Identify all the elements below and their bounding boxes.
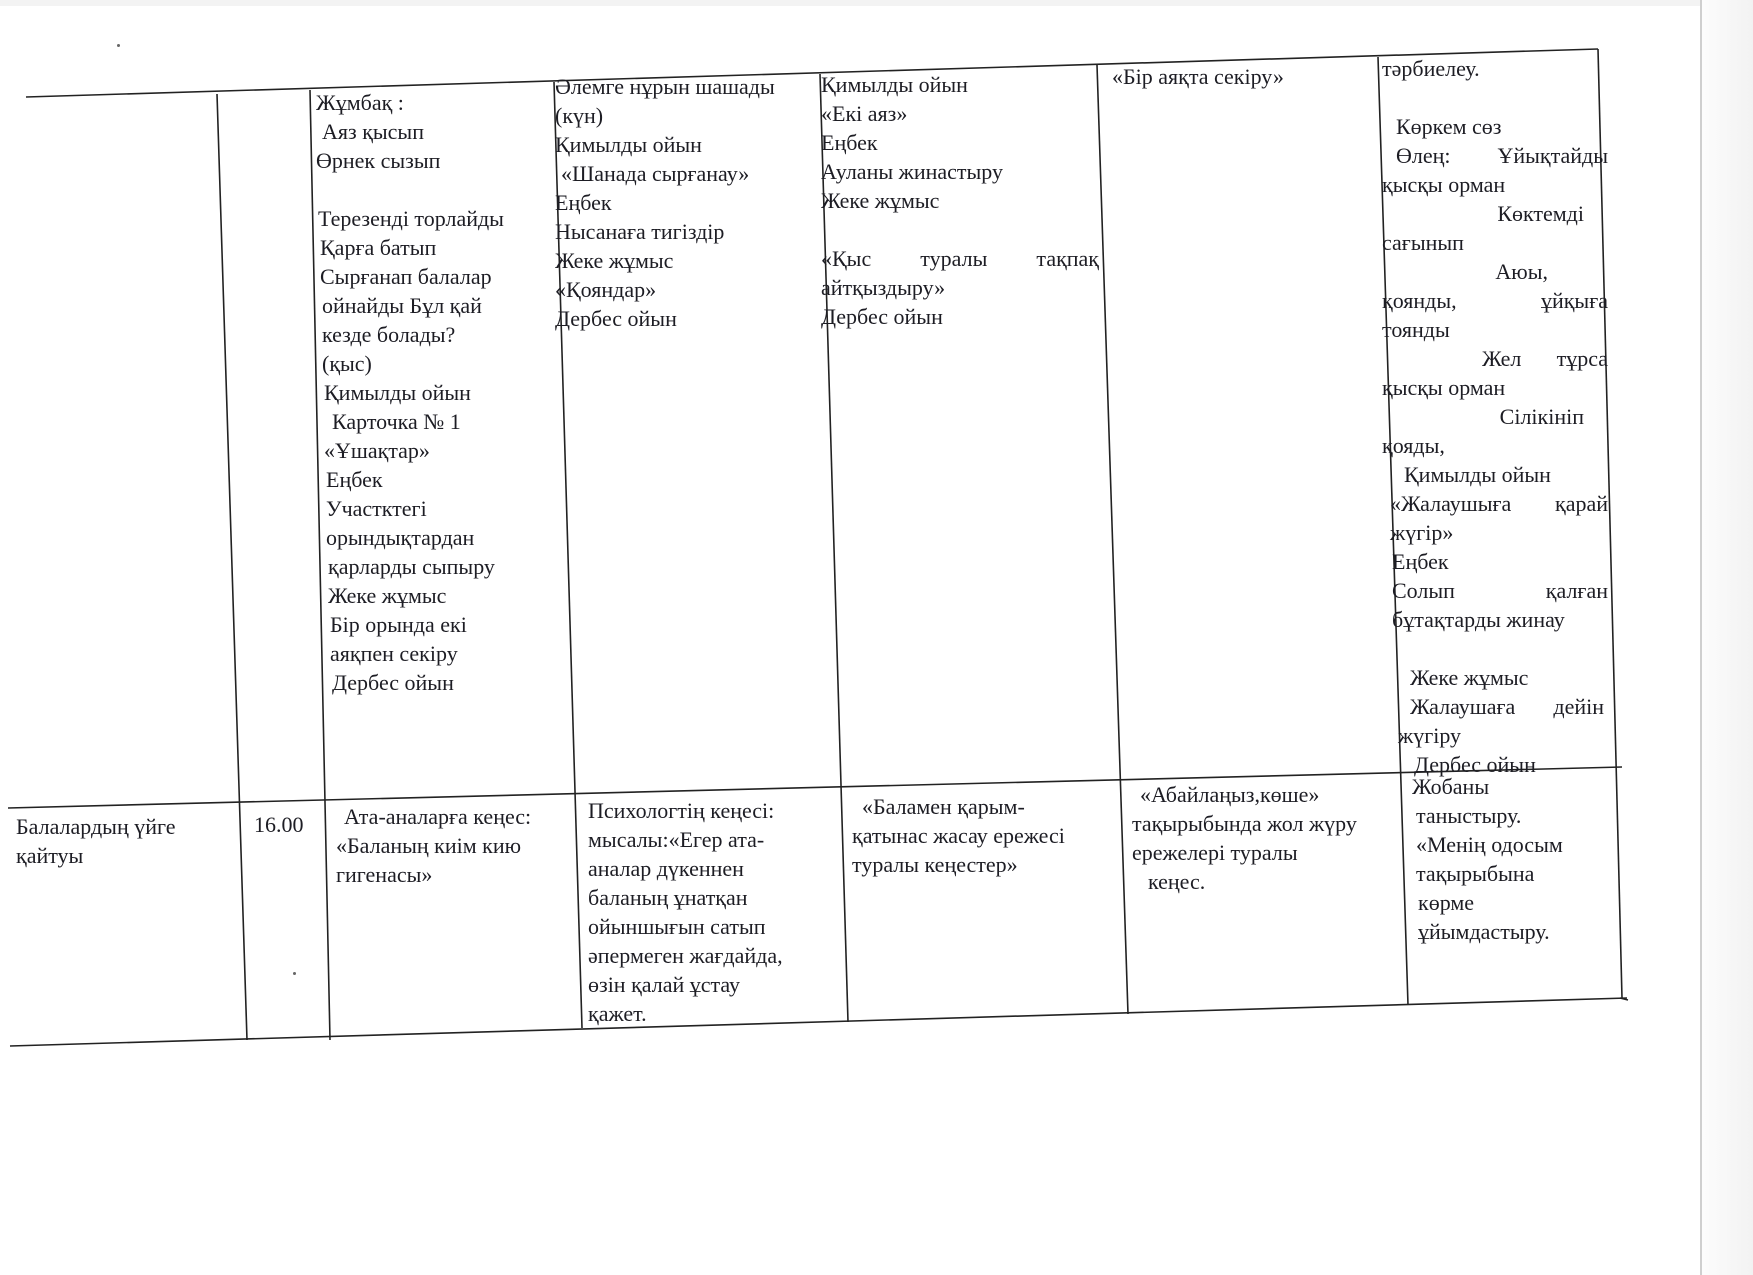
cell-line bbox=[1382, 634, 1608, 663]
cell-line: Көктемді bbox=[1497, 201, 1584, 226]
cell-line: баланың ұнатқан bbox=[588, 885, 748, 910]
upper-col6-cell bbox=[1112, 62, 1372, 91]
cell-line: Жобаны bbox=[1412, 774, 1490, 799]
cell-line: Қимылды ойын bbox=[555, 132, 702, 157]
upper-col7-cell bbox=[1382, 54, 1608, 779]
cell-line: өзін қалай ұстау bbox=[588, 972, 741, 997]
cell-line bbox=[821, 215, 1101, 244]
cell-line: аналар дүкеннен bbox=[588, 856, 744, 881]
cell-line: «Шанада сырғанау» bbox=[561, 161, 750, 186]
cell-line: тақырыбында жол жүру bbox=[1132, 811, 1357, 836]
cell-line: Ауланы жинастыру bbox=[821, 159, 1004, 184]
cell-line: Еңбек bbox=[821, 130, 878, 155]
cell-line: туралы кеңестер» bbox=[852, 852, 1018, 877]
cell-line: мысалы:«Егер ата- bbox=[588, 827, 765, 852]
cell-line: кеңес. bbox=[1148, 869, 1206, 894]
cell-line: қарларды сыпыру bbox=[328, 554, 495, 579]
cell-line: тақырыбына bbox=[1416, 861, 1535, 886]
cell-line: Жеке жұмыс bbox=[821, 188, 940, 213]
cell-line: «Ұшақтар» bbox=[324, 438, 430, 463]
cell-line: Аяз қысып bbox=[322, 119, 424, 144]
cell-line: «Баланың киім кию bbox=[336, 833, 522, 858]
cell-line: Қимылды ойын bbox=[324, 380, 471, 405]
row-title-line: қайтуы bbox=[16, 843, 84, 868]
cell-line bbox=[1382, 83, 1608, 112]
cell-line: Аюы, bbox=[1495, 259, 1548, 284]
cell-line: әпермеген жағдайда, bbox=[588, 943, 783, 968]
cell-line: қатынас жасау ережесі bbox=[852, 823, 1065, 848]
cell-line: Жеке жұмыс bbox=[555, 248, 674, 273]
cell-line: қоянды, ұйқыға bbox=[1382, 288, 1608, 313]
lower-col5-cell bbox=[852, 792, 1124, 879]
cell-line: Жел тұрса bbox=[1482, 346, 1608, 371]
cell-line: Сілікініп bbox=[1499, 404, 1584, 429]
cell-line: Ата-аналарға кеңес: bbox=[344, 804, 532, 829]
cell-line: бұтақтарды жинау bbox=[1392, 607, 1565, 632]
cell-line: жүгір» bbox=[1390, 520, 1454, 545]
cell-line: Еңбек bbox=[1392, 549, 1449, 574]
cell-line: «Қыс туралы тақпақ bbox=[821, 246, 1099, 271]
cell-line: «Баламен қарым- bbox=[862, 794, 1025, 819]
cell-line: Қимылды ойын bbox=[1404, 462, 1551, 487]
cell-line: аяқпен секіру bbox=[330, 641, 458, 666]
cell-line: Жеке жұмыс bbox=[328, 583, 447, 608]
cell-line: жүгіру bbox=[1398, 723, 1462, 748]
cell-line: Көркем сөз bbox=[1396, 114, 1502, 139]
cell-line: Еңбек bbox=[555, 190, 612, 215]
lower-col6-cell bbox=[1132, 780, 1404, 896]
cell-line: Қарға батып bbox=[320, 235, 437, 260]
cell-line: Қимылды ойын bbox=[821, 72, 968, 97]
cell-line: ойнайды Бұл қай bbox=[322, 293, 482, 318]
cell-line: Бір орында екі bbox=[330, 612, 467, 637]
cell-line: Солып қалған bbox=[1392, 578, 1608, 603]
cell-line: қысқы орман bbox=[1382, 375, 1506, 400]
cell-line: «Бір аяқта секіру» bbox=[1112, 64, 1284, 89]
cell-line: көрме bbox=[1418, 890, 1475, 915]
cell-line: гигенасы» bbox=[336, 862, 433, 887]
cell-line: орындықтардан bbox=[326, 525, 475, 550]
cell-line: ұйымдастыру. bbox=[1418, 919, 1550, 944]
cell-line: Дербес ойын bbox=[555, 306, 677, 331]
cell-line: «Жалаушыға қарай bbox=[1390, 491, 1608, 516]
cell-line: (күн) bbox=[555, 103, 604, 128]
cell-line: «Абайлаңыз,көше» bbox=[1140, 782, 1320, 807]
riddle-heading: Жұмбақ : bbox=[316, 90, 404, 115]
cell-line: Дербес ойын bbox=[821, 304, 943, 329]
time-value: 16.00 bbox=[254, 812, 304, 837]
cell-line: «Қояндар» bbox=[555, 277, 657, 302]
cell-line: Жеке жұмыс bbox=[1410, 665, 1529, 690]
upper-col5-cell bbox=[821, 70, 1101, 331]
cell-line: кезде болады? bbox=[322, 322, 456, 347]
cell-line: таныстыру. bbox=[1416, 803, 1522, 828]
cell-line: «Менің одосым bbox=[1416, 832, 1563, 857]
cell-line: қажет. bbox=[588, 1001, 647, 1026]
cell-line: Психологтің кеңесі: bbox=[588, 798, 775, 823]
cell-line: Дербес ойын bbox=[1414, 752, 1536, 777]
lower-time-cell bbox=[254, 810, 324, 839]
cell-line: ережелері туралы bbox=[1132, 840, 1298, 865]
cell-line: тоянды bbox=[1382, 317, 1450, 342]
cell-line: Дербес ойын bbox=[332, 670, 454, 695]
cell-line: Әлемге нұрын шашады bbox=[555, 74, 775, 99]
cell-line: айтқыздыру» bbox=[821, 275, 946, 300]
cell-line: Жалаушаға дейін bbox=[1410, 694, 1604, 719]
upper-col3-cell bbox=[316, 88, 556, 697]
cell-line: тәрбиелеу. bbox=[1382, 56, 1480, 81]
cell-line: «Екі аяз» bbox=[821, 101, 908, 126]
upper-col4-cell bbox=[555, 72, 817, 333]
cell-line: Өрнек сызып bbox=[316, 148, 441, 173]
cell-line: Еңбек bbox=[326, 467, 383, 492]
cell-line: қысқы орман bbox=[1382, 172, 1506, 197]
cell-line: Нысанаға тигіздір bbox=[555, 219, 725, 244]
cell-line: Сырғанап балалар bbox=[320, 264, 492, 289]
lower-col7-cell bbox=[1412, 772, 1618, 946]
row-title-line: Балалардың үйге bbox=[16, 814, 176, 839]
cell-line: (қыс) bbox=[322, 351, 372, 376]
cell-line: Участктегі bbox=[326, 496, 427, 521]
cell-line: Өлең: Ұйықтайды bbox=[1396, 143, 1608, 168]
cell-line: қояды, bbox=[1382, 433, 1445, 458]
cell-line bbox=[316, 175, 556, 204]
cell-line: Терезенді торлайды bbox=[318, 206, 504, 231]
cell-line: сағынып bbox=[1382, 230, 1464, 255]
cell-line: Карточка № 1 bbox=[332, 409, 461, 434]
lower-col1-cell bbox=[16, 812, 216, 870]
lower-col4-cell bbox=[588, 796, 838, 1028]
cell-line: ойыншығын сатып bbox=[588, 914, 766, 939]
lower-col3-cell bbox=[336, 802, 576, 889]
